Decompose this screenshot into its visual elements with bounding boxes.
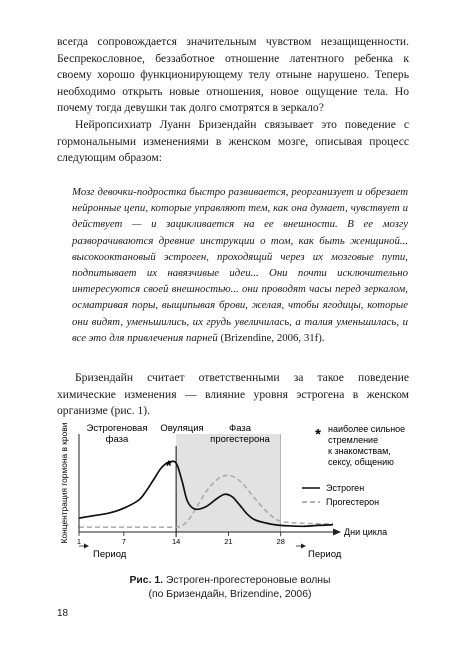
estrogen-phase-label-2: фаза [105,434,129,445]
star-note-line-3: к знакомствам, [328,446,391,456]
period-label-right: Период [308,549,342,560]
caption-title: Эстроген-прогестероновые волны [165,575,331,586]
figure-caption [80,574,380,602]
x-tick-label: 21 [224,537,233,546]
caption-line-1 [80,574,380,588]
body-text-top [57,34,409,167]
paragraph-1: всегда сопровождается значительным чувством незащищенности. Беспрекословное, беззаботное отношение латентного ребенка к своему хорошо функционирующему телу отныне нарушено. Теперь необходимо открыть новые отношения, новое ощущение тела. Но почему тогда девушки так долго смотрятся в зеркало? [57,35,409,115]
hormone-wave-chart [0,420,459,568]
legend-progesterone-label: Прогестерон [326,497,380,507]
caption-label: Рис. 1. [129,575,164,586]
x-tick-label: 14 [171,537,181,546]
page-number: 18 [57,608,69,619]
period-arrow-left-head [84,544,89,549]
body-text-bottom [57,370,409,420]
quote-text: Мозг девочки-подростка быстро развивается, реорганизует и обрезает нейронные цепи, которые управляют тем, как она думает, чувствует и действует — и зацикливается на ее внешности. В ее мозгу разворачиваются древние инструкции о том, как быть женщиной... высокооктановый эстроген, проходящий через их мозговые пути, подпитывает их навязчивые идеи... Они почти исключительно интересуются своей внешностью... они проводят часы перед зеркалом, осматривая поры, выщипывая брови, желая, чтобы ягодицы, которые они видят, уменьшились, их грудь увеличилась, а талия уменьшилась, и все это для привлечения парней [72,186,408,344]
quote-reference: (Brizendine, 2006, 31f). [220,331,325,344]
estrogen-peak-star: * [165,457,172,475]
star-note-line-2: стремление [328,435,379,445]
caption-source: (по Бризендайн, Brizendine, 2006) [148,589,312,600]
progesterone-phase-label-2: прогестерона [210,434,270,445]
block-quote [72,184,408,346]
star-note-symbol: * [315,426,321,443]
x-axis-label: Дни цикла [344,527,388,537]
x-tick-label: 28 [276,537,285,546]
star-note-line-4: сексу, общению [328,457,394,467]
x-tick-label: 7 [121,537,126,546]
progesterone-phase-shading [176,434,281,532]
progesterone-phase-label-1: Фаза [228,423,252,434]
period-label-left: Период [93,549,127,560]
legend-estrogen-label: Эстроген [326,483,365,493]
x-axis-arrow [333,529,341,536]
x-tick-label: 1 [76,537,82,546]
period-arrow-right-head [301,544,306,549]
y-axis-label: Концентрация гормона в крови [59,422,69,544]
ovulation-label: Овуляция [160,423,204,434]
x-axis-ticks [77,532,285,546]
paragraph-3: Бризендайн считает ответственными за такое поведение химические изменения — влияние уровня эстрогена в женском организме (рис. 1). [57,371,409,418]
star-note-line-1: наиболее сильное [328,424,406,434]
estrogen-phase-label-1: Эстрогеновая [86,423,148,434]
paragraph-2: Нейропсихиатр Луанн Бризендайн связывает это поведение с гормональными изменениями в женском мозге, описывая процесс следующим образом: [57,117,409,165]
